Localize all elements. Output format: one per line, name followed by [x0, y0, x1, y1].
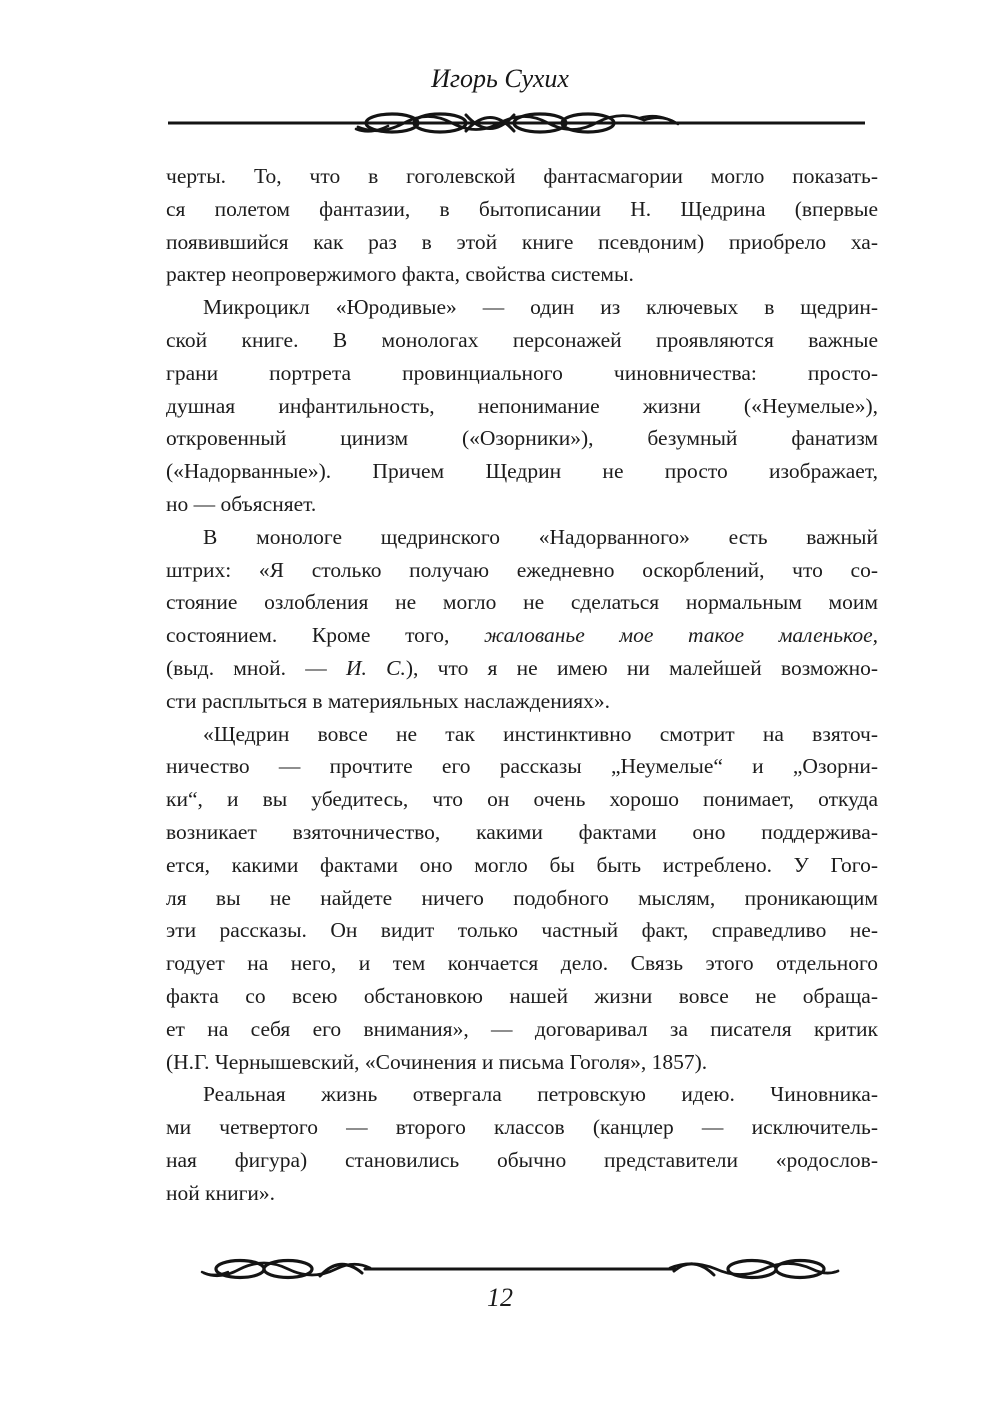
text-line	[166, 947, 878, 980]
text-block	[166, 160, 878, 1210]
paragraph	[166, 160, 878, 291]
body-text: Микроцикл «Юродивые» — один из ключевых в щедрин-	[203, 295, 878, 320]
body-text: ется, какими фактами оно могло бы быть истреблено. У Гого-	[166, 852, 878, 877]
text-line	[166, 390, 878, 423]
paragraph	[166, 521, 878, 718]
text-line	[166, 1177, 878, 1210]
running-head-author: Игорь Сухих	[431, 64, 569, 93]
body-text: ся полетом фантазии, в бытописании Н. Щедрина (впервые	[166, 196, 878, 221]
bottom-divider	[200, 1255, 840, 1283]
body-text: но — объясняет.	[166, 491, 317, 516]
body-text: штрих: «Я столько получаю ежедневно оскорблений, что со-	[166, 557, 878, 582]
emphasized-text: жалованье мое такое маленькое,	[483, 623, 878, 648]
text-line	[166, 1078, 878, 1111]
body-text: ля вы не найдете ничего подобного мыслям, проникающим	[166, 885, 878, 910]
text-line	[166, 783, 878, 816]
text-line	[166, 1144, 878, 1177]
paragraph	[166, 718, 878, 1079]
text-line	[166, 1046, 878, 1079]
text-line	[166, 258, 878, 291]
body-text: ной книги».	[166, 1180, 276, 1205]
body-text: эти рассказы. Он видит только частный факт, справедливо не-	[166, 918, 878, 943]
text-line	[166, 652, 878, 685]
body-text: ), что я не имею ни малейшей возможно-	[405, 655, 878, 680]
emphasized-text: И. С.	[346, 655, 406, 680]
body-text: возникает взяточничество, какими фактами оно поддержива-	[166, 819, 878, 844]
text-line	[166, 849, 878, 882]
text-line	[166, 914, 878, 947]
text-line	[166, 685, 878, 718]
text-line	[166, 718, 878, 751]
text-line	[166, 422, 878, 455]
text-line	[166, 488, 878, 521]
text-line	[166, 193, 878, 226]
text-line	[166, 750, 878, 783]
body-text: «Щедрин вовсе не так инстинктивно смотрит на взяточ-	[203, 721, 878, 746]
top-divider	[168, 109, 865, 137]
text-line	[166, 554, 878, 587]
body-text: ской книге. В монологах персонажей проявляются важные	[166, 327, 878, 352]
body-text: («Надорванные»). Причем Щедрин не просто изображает,	[166, 459, 878, 484]
body-text: годует на него, и тем кончается дело. Связь этого отдельного	[166, 951, 878, 976]
text-line	[166, 226, 878, 259]
body-text: ничество — прочтите его рассказы „Неумелые“ и „Озорни-	[166, 754, 878, 779]
text-line	[166, 455, 878, 488]
text-line	[166, 357, 878, 390]
text-line	[166, 619, 878, 652]
paragraph	[166, 1078, 878, 1209]
body-text: душная инфантильность, непонимание жизни («Неумелые»),	[166, 393, 878, 418]
body-text: ми четвертого — второго классов (канцлер — исключитель-	[166, 1115, 878, 1140]
body-text: стояние озлобления не могло не сделаться нормальным моим	[166, 590, 878, 615]
text-line	[166, 160, 878, 193]
rope-twist-rule-icon	[168, 109, 865, 137]
body-text: сти расплыться в материяльных наслаждениях».	[166, 688, 610, 713]
text-line	[166, 521, 878, 554]
text-line	[166, 882, 878, 915]
body-text: грани портрета провинциального чиновничества: просто-	[166, 360, 878, 385]
text-line	[166, 324, 878, 357]
body-text: (выд. мной. —	[166, 655, 347, 680]
paragraph	[166, 291, 878, 521]
text-line	[166, 1013, 878, 1046]
body-text: (Н.Г. Чернышевский, «Сочинения и письма Гоголя», 1857).	[166, 1049, 708, 1074]
page-number: 12	[487, 1283, 513, 1312]
body-text: состоянием. Кроме того,	[166, 623, 484, 648]
body-text: В монологе щедринского «Надорванного» есть важный	[203, 524, 878, 549]
body-text: откровенный цинизм («Озорники»), безумный фанатизм	[166, 426, 878, 451]
body-text: факта со всею обстановкою нашей жизни вовсе не обраща-	[166, 983, 878, 1008]
text-line	[166, 1111, 878, 1144]
body-text: ная фигура) становились обычно представители «родослов-	[166, 1147, 878, 1172]
body-text: черты. То, что в гоголевской фантасмагории могло показать-	[166, 164, 878, 188]
rope-twist-rule-icon	[200, 1255, 840, 1283]
text-line	[166, 980, 878, 1013]
body-text: появившийся как раз в этой книге псевдоним) приобрело ха-	[166, 229, 878, 254]
body-text: рактер неопровержимого факта, свойства системы.	[166, 262, 634, 287]
text-line	[166, 291, 878, 324]
text-line	[166, 816, 878, 849]
body-text: ки“, и вы убедитесь, что он очень хорошо понимает, откуда	[166, 787, 878, 812]
body-text: ет на себя его внимания», — договаривал за писателя критик	[166, 1016, 878, 1041]
body-text: Реальная жизнь отвергала петровскую идею. Чиновника-	[203, 1082, 878, 1107]
text-line	[166, 586, 878, 619]
